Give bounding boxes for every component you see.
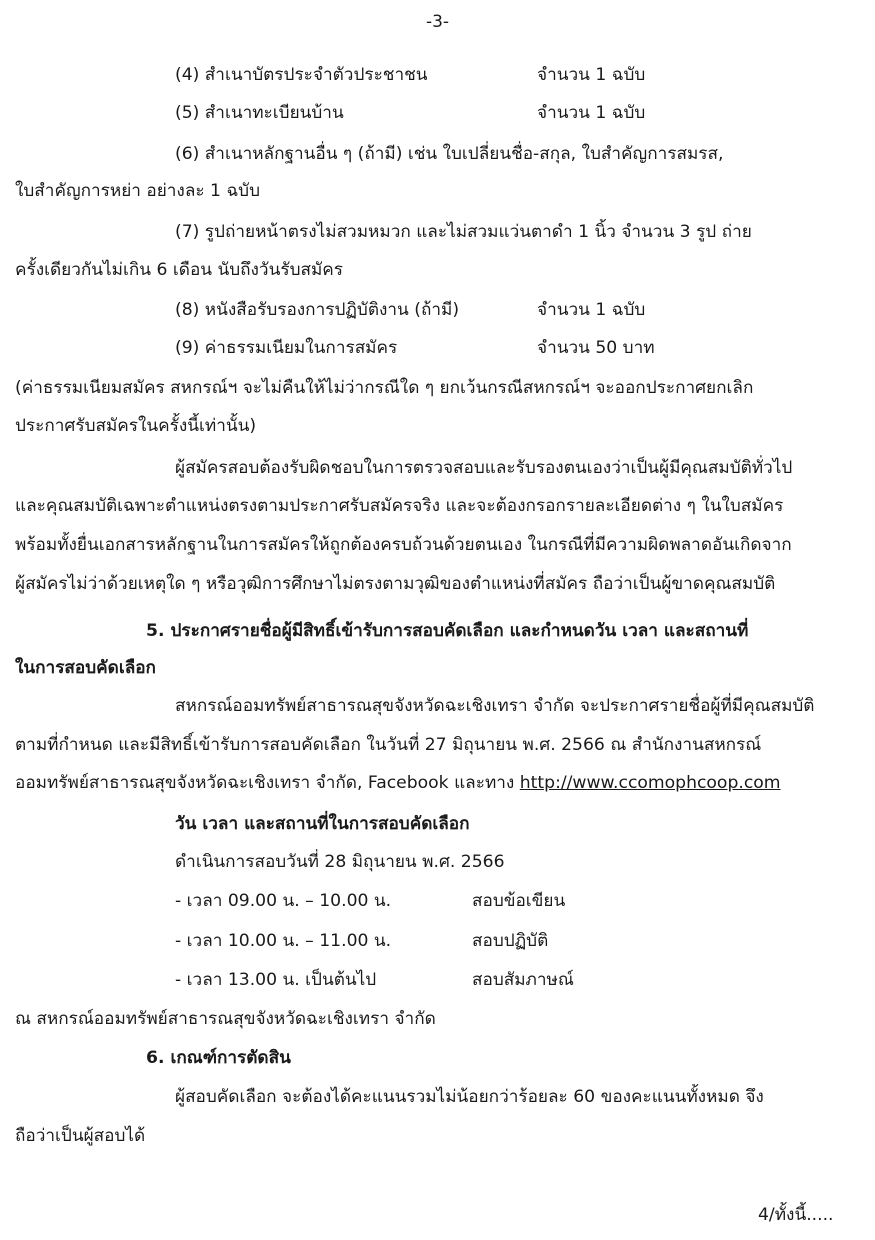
schedule-activity-1: สอบข้อเขียน xyxy=(472,891,566,911)
section5-heading-line2: ในการสอบคัดเลือก xyxy=(15,658,156,678)
schedule-time-1: - เวลา 09.00 น. – 10.00 น. xyxy=(175,891,392,911)
schedule-date: ดำเนินการสอบวันที่ 28 มิถุนายน พ.ศ. 2566 xyxy=(175,852,505,872)
doc-item-6-line1: (6) สำเนาหลักฐานอื่น ๆ (ถ้ามี) เช่น ใบเปลี่ยนชื่อ-สกุล, ใบสำคัญการสมรส, xyxy=(175,144,724,164)
doc-item-9-qty: จำนวน 50 บาท xyxy=(537,338,655,358)
schedule-time-3: - เวลา 13.00 น. เป็นต้นไป xyxy=(175,970,377,990)
responsibility-line2: และคุณสมบัติเฉพาะตำแหน่งตรงตามประกาศรับสมัครจริง และจะต้องกรอกรายละเอียดต่าง ๆ ในใบสมัคร xyxy=(15,496,784,516)
schedule-activity-2: สอบปฏิบัติ xyxy=(472,931,549,951)
fee-note-line2: ประกาศรับสมัครในครั้งนี้เท่านั้น) xyxy=(15,416,257,436)
section5-body-line3-text: ออมทรัพย์สาธารณสุขจังหวัดฉะเชิงเทรา จำกัด, Facebook และทาง xyxy=(15,773,520,793)
section6-body-line1: ผู้สอบคัดเลือก จะต้องได้คะแนนรวมไม่น้อยกว่าร้อยละ 60 ของคะแนนทั้งหมด จึง xyxy=(175,1087,764,1107)
section6-heading: 6. เกณฑ์การตัดสิน xyxy=(146,1048,291,1068)
fee-note-line1: (ค่าธรรมเนียมสมัคร สหกรณ์ฯ จะไม่คืนให้ไม่ว่ากรณีใด ๆ ยกเว้นกรณีสหกรณ์ฯ จะออกประกาศยกเลิก xyxy=(15,378,754,398)
schedule-title: วัน เวลา และสถานที่ในการสอบคัดเลือก xyxy=(175,814,470,834)
doc-item-4-qty: จำนวน 1 ฉบับ xyxy=(537,65,646,85)
doc-item-7-line1: (7) รูปถ่ายหน้าตรงไม่สวมหมวก และไม่สวมแว่นตาดำ 1 นิ้ว จำนวน 3 รูป ถ่าย xyxy=(175,222,752,242)
website-link[interactable]: http://www.ccomophcoop.com xyxy=(519,773,781,793)
section5-heading-line1: 5. ประกาศรายชื่อผู้มีสิทธิ์เข้ารับการสอบคัดเลือก และกำหนดวัน เวลา และสถานที่ xyxy=(146,621,749,641)
doc-item-6-line2: ใบสำคัญการหย่า อย่างละ 1 ฉบับ xyxy=(15,181,260,201)
responsibility-line3: พร้อมทั้งยื่นเอกสารหลักฐานในการสมัครให้ถูกต้องครบถ้วนด้วยตนเอง ในกรณีที่มีความผิดพลาดอันเกิดจาก xyxy=(15,535,792,555)
responsibility-line1: ผู้สมัครสอบต้องรับผิดชอบในการตรวจสอบและรับรองตนเองว่าเป็นผู้มีคุณสมบัติทั่วไป xyxy=(175,458,793,478)
doc-item-9-label: (9) ค่าธรรมเนียมในการสมัคร xyxy=(175,338,398,358)
doc-item-5-label: (5) สำเนาทะเบียนบ้าน xyxy=(175,103,344,123)
schedule-venue: ณ สหกรณ์ออมทรัพย์สาธารณสุขจังหวัดฉะเชิงเทรา จำกัด xyxy=(15,1009,436,1029)
section5-body-line1: สหกรณ์ออมทรัพย์สาธารณสุขจังหวัดฉะเชิงเทรา จำกัด จะประกาศรายชื่อผู้ที่มีคุณสมบัติ xyxy=(175,696,815,716)
page-number: -3- xyxy=(425,12,450,32)
section5-body-line2: ตามที่กำหนด และมีสิทธิ์เข้ารับการสอบคัดเลือก ในวันที่ 27 มิถุนายน พ.ศ. 2566 ณ สำนักงานสหกรณ์ xyxy=(15,735,762,755)
schedule-time-2: - เวลา 10.00 น. – 11.00 น. xyxy=(175,931,392,951)
schedule-activity-3: สอบสัมภาษณ์ xyxy=(472,970,574,990)
responsibility-line4: ผู้สมัครไม่ว่าด้วยเหตุใด ๆ หรือวุฒิการศึกษาไม่ตรงตามวุฒิของตำแหน่งที่สมัคร ถือว่าเป็นผู้ขาดคุณสมบัติ xyxy=(15,574,776,594)
doc-item-8-label: (8) หนังสือรับรองการปฏิบัติงาน (ถ้ามี) xyxy=(175,300,460,320)
doc-item-4-label: (4) สำเนาบัตรประจำตัวประชาชน xyxy=(175,65,428,85)
section6-body-line2: ถือว่าเป็นผู้สอบได้ xyxy=(15,1126,146,1146)
continuation-note: 4/ทั้งนี้..... xyxy=(758,1205,834,1225)
doc-item-8-qty: จำนวน 1 ฉบับ xyxy=(537,300,646,320)
section5-body-line3 xyxy=(15,770,781,796)
doc-item-7-line2: ครั้งเดียวกันไม่เกิน 6 เดือน นับถึงวันรับสมัคร xyxy=(15,260,344,280)
doc-item-5-qty: จำนวน 1 ฉบับ xyxy=(537,103,646,123)
